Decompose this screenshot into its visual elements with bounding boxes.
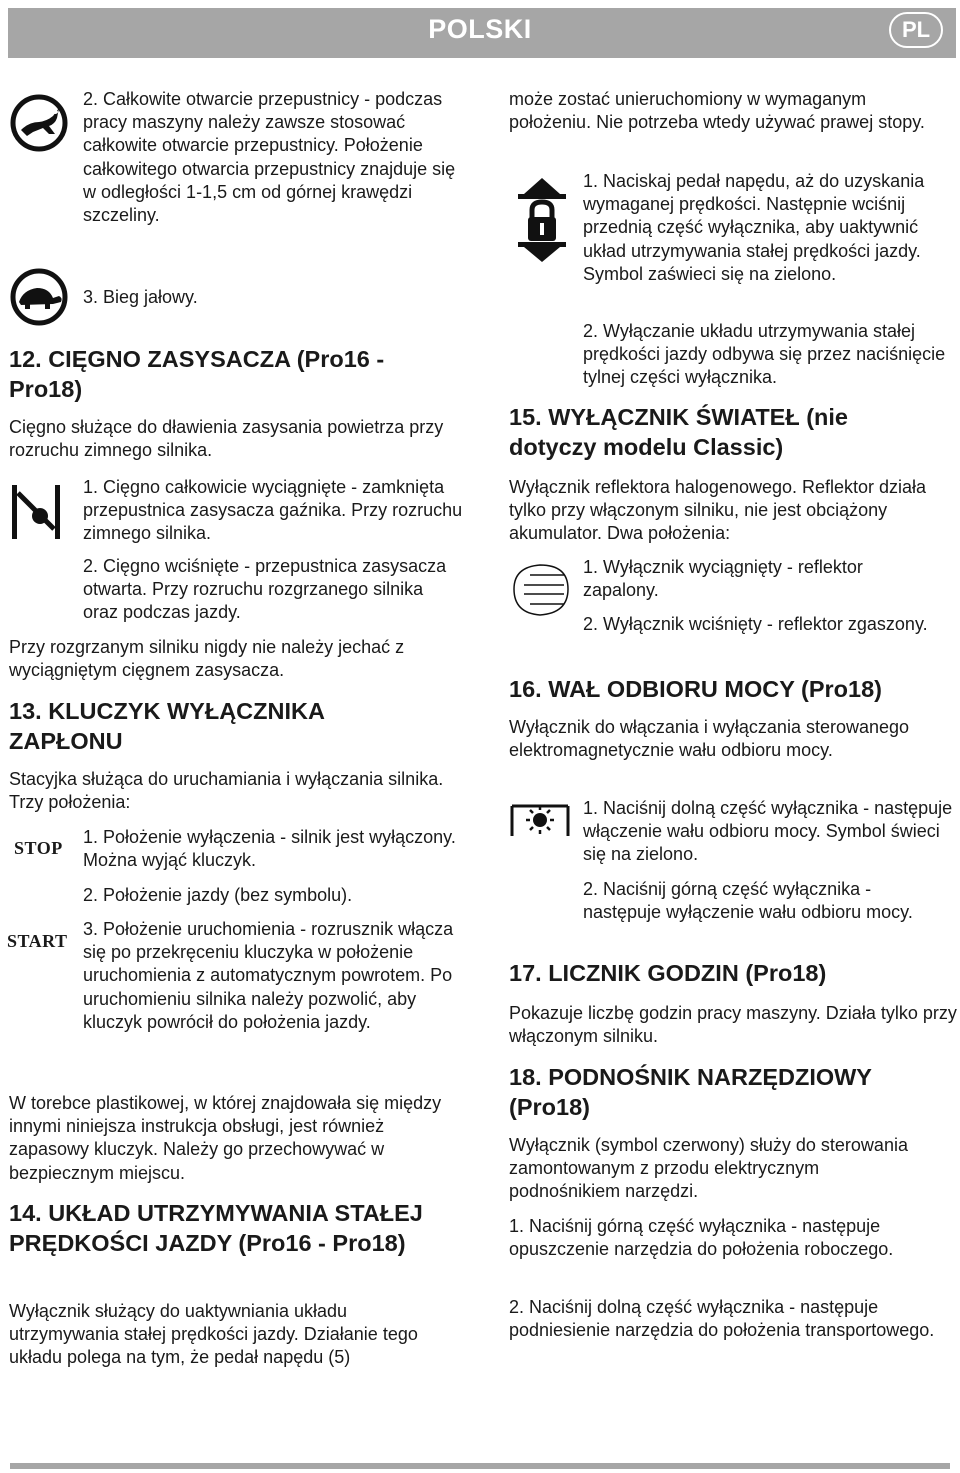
section-16-intro: Wyłącznik do włączania i wyłączania sterowanego elektromagnetycznie wału odbioru mocy. bbox=[509, 717, 910, 761]
section-13-intro: Stacyjka służąca do uruchamiania i wyłączania silnika. Trzy położenia: bbox=[9, 769, 444, 813]
section-13-item-1: 1. Położenie wyłączenia - silnik jest wyłączony. Można wyjąć kluczyk. bbox=[83, 827, 456, 871]
section-12-item-2: 2. Cięgno wciśnięte - przepustnica zasysacza otwarta. Przy rozruchu rozgrzanego silnika oraz podczas jazdy. bbox=[83, 556, 447, 623]
section-14-intro: Wyłącznik służący do uaktywniania układu utrzymywania stałej prędkości jazdy. Działanie tego układu polega na tym, że pedał napędu (5) bbox=[9, 1301, 418, 1368]
section-13-note: W torebce plastikowej, w której znajdowała się między innymi niniejsza instrukcja obsługi, jest również zapasowy kluczyk. Należy go przechowywać w bezpiecznym miejscu. bbox=[9, 1093, 442, 1183]
section-18-item-1: 1. Naciśnij górną część wyłącznika - następuje opuszczenie narzędzia do położenia roboczego. bbox=[509, 1216, 894, 1260]
section-15-item-1: 1. Wyłącznik wyciągnięty - reflektor zapalony. bbox=[583, 557, 863, 601]
section-14-item-1: 1. Naciskaj pedał napędu, aż do uzyskania wymaganej prędkości. Następnie wciśnij przednią część wyłącznika, aby uaktywnić układ utrzymywania stałej prędkości jazdy. Symbol zaświeci się na zielono. bbox=[583, 171, 925, 284]
page-language-title: POLSKI bbox=[428, 14, 532, 44]
section-18-item-2: 2. Naciśnij dolną część wyłącznika - następuje podniesienie narzędzia do położenia transportowego. bbox=[509, 1297, 935, 1341]
footer-bar bbox=[10, 1463, 950, 1469]
section-12-heading: 12. CIĘGNO ZASYSACZA (Pro16 - Pro18) bbox=[9, 346, 385, 402]
section-15-intro: Wyłącznik reflektora halogenowego. Reflektor działa tylko przy włączonym silniku, nie jest obciążony akumulator. Dwa położenia: bbox=[509, 477, 927, 544]
section-18-intro: Wyłącznik (symbol czerwony) służy do sterowania zamontowanym z przodu elektrycznym podnośnikiem narzędzi. bbox=[509, 1135, 908, 1202]
tortoise-icon bbox=[9, 268, 69, 326]
idle-text: 3. Bieg jałowy. bbox=[83, 287, 198, 307]
section-14-continued: może zostać unieruchomiony w wymaganym położeniu. Nie potrzeba wtedy używać prawej stopy. bbox=[509, 89, 925, 133]
stop-label: STOP bbox=[14, 838, 63, 858]
section-12-item-1: 1. Cięgno całkowicie wyciągnięte - zamknięta przepustnica zasysacza gaźnika. Przy rozruchu zimnego silnika. bbox=[83, 477, 463, 544]
pto-icon bbox=[510, 800, 570, 840]
section-17-heading: 17. LICZNIK GODZIN (Pro18) bbox=[509, 960, 827, 986]
cruise-control-lock-icon bbox=[516, 176, 568, 262]
section-18-heading: 18. PODNOŚNIK NARZĘDZIOWY (Pro18) bbox=[509, 1064, 872, 1120]
section-16-heading: 16. WAŁ ODBIORU MOCY (Pro18) bbox=[509, 676, 883, 702]
headlight-icon bbox=[508, 561, 570, 619]
section-14-item-2: 2. Wyłączanie układu utrzymywania stałej prędkości jazdy odbywa się przez naciśnięcie tylnej części wyłącznika. bbox=[583, 321, 946, 388]
section-17-intro: Pokazuje liczbę godzin pracy maszyny. Działa tylko przy włączonym silniku. bbox=[509, 1003, 957, 1047]
section-15-heading: 15. WYŁĄCZNIK ŚWIATEŁ (nie dotyczy modelu Classic) bbox=[509, 404, 849, 460]
section-14-heading: 14. UKŁAD UTRZYMYWANIA STAŁEJ PRĘDKOŚCI JAZDY (Pro16 - Pro18) bbox=[9, 1200, 423, 1256]
section-12-note: Przy rozgrzanym silniku nigdy nie należy jechać z wyciągniętym cięgnem zasysacza. bbox=[9, 637, 405, 681]
choke-icon bbox=[10, 483, 62, 541]
section-15-item-2: 2. Wyłącznik wciśnięty - reflektor zgaszony. bbox=[583, 614, 928, 634]
section-16-item-2: 2. Naciśnij górną część wyłącznika - następuje wyłączenie wału odbioru mocy. bbox=[583, 879, 913, 923]
section-12-intro: Cięgno służące do dławienia zasysania powietrza przy rozruchu zimnego silnika. bbox=[9, 417, 444, 461]
section-13-item-2: 2. Położenie jazdy (bez symbolu). bbox=[83, 885, 353, 905]
section-13-item-3: 3. Położenie uruchomienia - rozrusznik włącza się po przekręceniu kluczyka w położenie uruchomienia z automatycznym powrotem. Po uruchomieniu silnika należy pozwolić, aby kluczyk powrócił do położenia jazdy. bbox=[83, 919, 454, 1032]
section-16-item-1: 1. Naciśnij dolną część wyłącznika - następuje włączenie wału odbioru mocy. Symbol świeci się na zielono. bbox=[583, 798, 953, 865]
start-label: START bbox=[7, 931, 68, 951]
throttle-full-text: 2. Całkowite otwarcie przepustnicy - podczas pracy maszyny należy zawsze stosować całkowite otwarcie przepustnicy. Położenie całkowitego otwarcia przepustnicy znajduje się w odległości 1-1,5 cm od górnej krawędzi szczeliny. bbox=[83, 89, 456, 226]
section-13-heading: 13. KLUCZYK WYŁĄCZNIKA ZAPŁONU bbox=[9, 698, 325, 754]
hare-icon bbox=[9, 94, 69, 152]
language-badge: PL bbox=[889, 12, 943, 48]
